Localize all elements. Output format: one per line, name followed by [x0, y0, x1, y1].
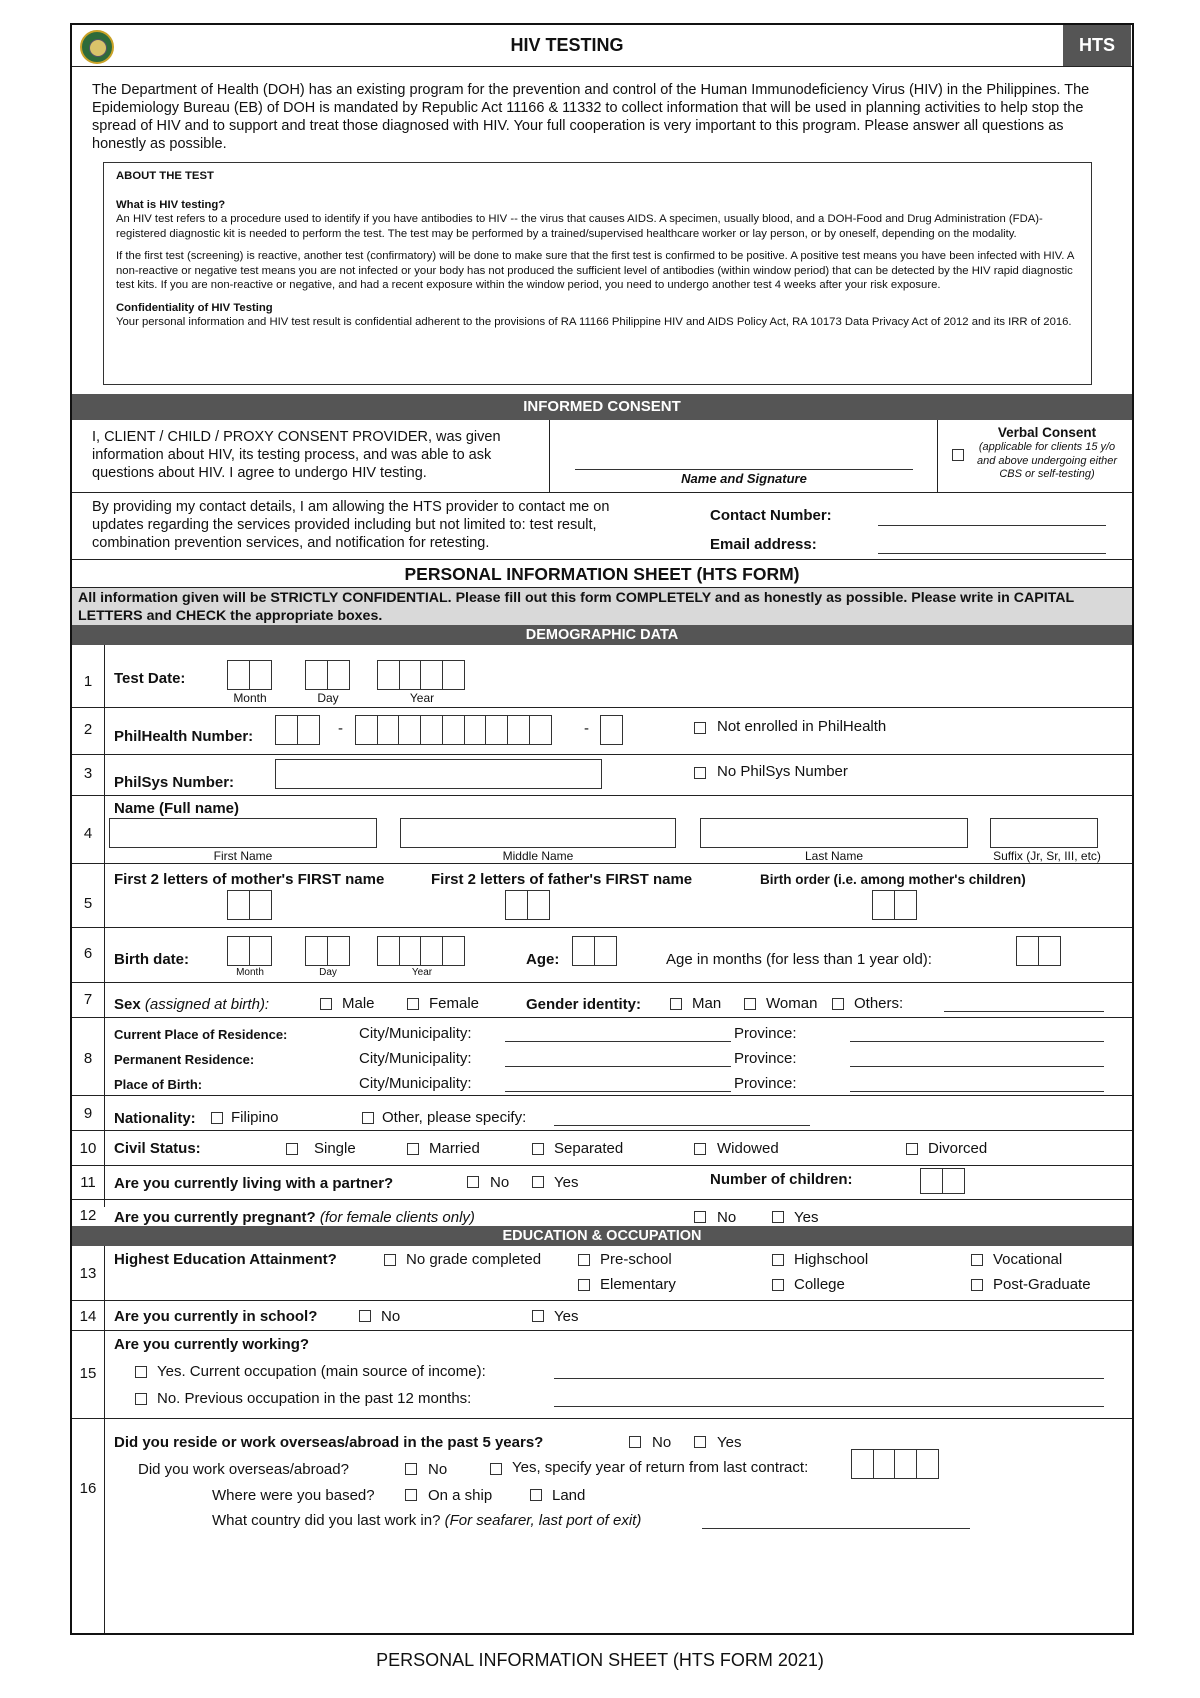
working-no-checkbox[interactable]: [135, 1393, 147, 1405]
preschool-checkbox[interactable]: [578, 1254, 590, 1266]
test-date-month[interactable]: [227, 660, 272, 690]
sex-label: Sex (assigned at birth):: [114, 996, 270, 1013]
signature-line[interactable]: [575, 469, 913, 470]
father-letters-label: First 2 letters of father's FIRST name: [431, 871, 693, 888]
philhealth-part-3[interactable]: [600, 715, 623, 745]
birth-day-input[interactable]: [305, 936, 350, 966]
work-overseas-yes-checkbox[interactable]: [490, 1463, 502, 1475]
divorced-checkbox[interactable]: [906, 1143, 918, 1155]
partner-yes-checkbox[interactable]: [532, 1176, 544, 1188]
last-name-input[interactable]: [700, 818, 968, 848]
based-label: Where were you based?: [212, 1487, 375, 1504]
elementary-checkbox[interactable]: [578, 1279, 590, 1291]
suffix-input[interactable]: [990, 818, 1098, 848]
consent-statement: I, CLIENT / CHILD / PROXY CONSENT PROVIDER, was given information about HIV, its testing process, and was able to ask questions about HIV. I agree to undergo HIV testing.: [92, 429, 501, 481]
page-footer: PERSONAL INFORMATION SHEET (HTS FORM 2021): [376, 1650, 824, 1670]
contact-number-field[interactable]: [878, 525, 1106, 526]
other-nationality-field[interactable]: [554, 1125, 810, 1126]
hts-code-badge: HTS: [1063, 25, 1131, 66]
father-letters-input[interactable]: [505, 890, 550, 920]
work-overseas-no-checkbox[interactable]: [405, 1463, 417, 1475]
highschool-checkbox[interactable]: [772, 1254, 784, 1266]
philhealth-part-2[interactable]: [355, 715, 552, 745]
nationality-label: Nationality:: [114, 1110, 196, 1127]
age-label: Age:: [526, 951, 560, 968]
overseas-no-checkbox[interactable]: [629, 1436, 641, 1448]
demographic-data-bar: DEMOGRAPHIC DATA: [72, 625, 1132, 645]
about-question-2: Confidentiality of HIV Testing: [116, 301, 273, 314]
working-yes-checkbox[interactable]: [135, 1366, 147, 1378]
college-checkbox[interactable]: [772, 1279, 784, 1291]
civil-status-label: Civil Status:: [114, 1140, 201, 1157]
vocational-checkbox[interactable]: [971, 1254, 983, 1266]
work-overseas-label: Did you work overseas/abroad?: [138, 1461, 349, 1478]
birth-month-input[interactable]: [227, 936, 272, 966]
about-paragraph-3: Your personal information and HIV test result is confidential adherent to the provisions of RA 11166 Philippine HIV and AIDS Policy Act, RA 10173 Data Privacy Act of 2012 and its IRR of 2016.: [116, 316, 1072, 328]
permanent-province-field[interactable]: [850, 1066, 1104, 1067]
no-grade-checkbox[interactable]: [384, 1254, 396, 1266]
pregnant-yes-checkbox[interactable]: [772, 1211, 784, 1223]
woman-checkbox[interactable]: [744, 998, 756, 1010]
married-checkbox[interactable]: [407, 1143, 419, 1155]
land-checkbox[interactable]: [530, 1489, 542, 1501]
female-checkbox[interactable]: [407, 998, 419, 1010]
contact-number-label: Contact Number:: [710, 507, 832, 524]
sheet-title: PERSONAL INFORMATION SHEET (HTS FORM): [404, 564, 800, 584]
separated-checkbox[interactable]: [532, 1143, 544, 1155]
verbal-consent-title: Verbal Consent: [997, 425, 1097, 440]
single-checkbox[interactable]: [286, 1143, 298, 1155]
last-country-label: What country did you last work in? (For seafarer, last port of exit): [212, 1512, 642, 1529]
birth-province-field[interactable]: [850, 1091, 1104, 1092]
age-months-input[interactable]: [1016, 936, 1061, 966]
about-the-test-box: [103, 162, 1092, 385]
number-children-input[interactable]: [920, 1168, 965, 1194]
birth-date-label: Birth date:: [114, 951, 189, 968]
in-school-yes-checkbox[interactable]: [532, 1310, 544, 1322]
about-paragraph-2: If the first test (screening) is reactive, another test (confirmatory) will be done to make sure that the first test is confirmed to be positive. A positive test means you have been infected with HIV. A non-reactive or negative test means you are not infected or your body has not produced the sufficient level of antibodies (within window period) that can be detected by the HIV rapid diagnostic test kits. If you are non-reactive or negative, and had a recent exposure within the window period, you need to undergo another test 4 weeks after your risk exposure.: [116, 250, 1074, 291]
male-checkbox[interactable]: [320, 998, 332, 1010]
pregnant-label: Are you currently pregnant? (for female clients only): [114, 1209, 475, 1226]
filipino-checkbox[interactable]: [211, 1112, 223, 1124]
education-occupation-bar: EDUCATION & OCCUPATION: [72, 1226, 1132, 1246]
pregnant-no-checkbox[interactable]: [694, 1211, 706, 1223]
in-school-label: Are you currently in school?: [114, 1308, 318, 1325]
about-paragraph-1: An HIV test refers to a procedure used to identify if you have antibodies to HIV -- the virus that causes AIDS. A specimen, usually blood, and a DOH-Food and Drug Administration (FDA)-registered diagnostic kit is needed to perform the test. The test may be performed by a trained/supervised healthcare worker or lay person, or by oneself, depending on the modality.: [116, 213, 1043, 240]
philhealth-label: PhilHealth Number:: [114, 728, 254, 745]
previous-occupation-field[interactable]: [554, 1406, 1104, 1407]
confidential-notice: All information given will be STRICTLY CONFIDENTIAL. Please fill out this form COMPLETELY and as honestly as possible. Please write in CAPITAL LETTERS and CHECK the appropriate boxes.: [72, 588, 1132, 625]
mother-letters-input[interactable]: [227, 890, 272, 920]
signature-label: Name and Signature: [681, 471, 807, 486]
birth-order-input[interactable]: [872, 890, 917, 920]
last-country-field[interactable]: [702, 1528, 970, 1529]
birth-city-field[interactable]: [505, 1091, 731, 1092]
education-label: Highest Education Attainment?: [114, 1251, 337, 1268]
age-months-label: Age in months (for less than 1 year old):: [666, 951, 932, 968]
man-checkbox[interactable]: [670, 998, 682, 1010]
about-title: ABOUT THE TEST: [116, 170, 214, 182]
working-label: Are you currently working?: [114, 1336, 310, 1353]
verbal-consent-note: (applicable for clients 15 y/o and above undergoing either CBS or self-testing): [976, 441, 1118, 480]
intro-paragraph: The Department of Health (DOH) has an existing program for the prevention and control of the Human Immunodeficiency Virus (HIV) in the Philippines. The Epidemiology Bureau (EB) of DOH is mandated by Republic Act 11166 & 11332 to collect information that will be used in planning activities to help stop the spread of HIV and to support and treat those diagnosed with HIV. Your full cooperation is very important to this program. Please answer all questions as honestly as possible.: [92, 82, 1090, 152]
hts-form: HIV TESTING HTS The Department of Health (DOH) has an existing program for the prevention and control of the Human Immunodeficiency Virus (HIV) in the Philippines. The Epidemiology Bureau (EB) of DOH is mandated by Republic Act 11166 & 11332 to collect information that will be used in planning activities to help stop the spread of HIV and to support and treat those diagnosed with HIV. Your full cooperation is very important to this program. Please answer all questions as honestly as possible. ABOUT THE TEST What is HIV testing? An HIV test refers to a procedure used to identify if you have antibodies to HIV -- the virus that causes AIDS. A specimen, usually blood, and a DOH-Food and Drug Administration (FDA)-registered diagnostic kit is needed to perform the test. The test may be performed by a trained/supervised healthcare worker or lay person, or by oneself, depending on the modality. If the first test (screening) is reactive, another test (confirmatory) will be done to make sure that the first test is confirmed to be positive. A positive test means you have been infected with HIV. A non-reactive or negative test means you are not infected or your body has not produced the sufficient level of antibodies (within window period) that can be detected by the HIV rapid diagnostic test kits. If you are non-reactive or negative, and had a recent exposure within the window period, you need to undergo another test 4 weeks after your risk exposure. Confidentiality of HIV Testing Your personal information and HIV test result is confidential adherent to the provisions of RA 11166 Philippine HIV and AIDS Policy Act, RA 10173 Data Privacy Act of 2012 and its IRR of 2016. INFORMED CONSENT I, CLIENT / CHILD / PROXY CONSENT PROVIDER, was given information about HIV, its testing process, and was able to ask questions about HIV. I agree to undergo HIV testing. Name and Signature Verbal Consent (applicable for clients 15 y/o and above undergoing either CBS or self-testing) By providing my contact details, I am allowing the HTS provider to contact me on updates regarding the services provided including but not limited to: test result, combination prevention services, and notification for retesting. Contact Number: Email address: PERSONAL INFORMATION SHEET (HTS FORM) All information given will be STRICTLY CONFIDENTIAL. Please fill out this form COMPLETELY and as honestly as possible. Please write in CAPITAL LETTERS and CHECK the appropriate boxes. DEMOGRAPHIC DATA 1 Test Date: Month Day Year 2 PhilHealth Number: - - Not enrolled in PhilHealth 3 PhilSys Number: No PhilSys Number 4 Name (Full name) First Name Middle Name Last Name Suffix (Jr, Sr, III, etc) 5 First 2 letters of mother's FIRST name First 2 letters of father's FIRST name Birth order (i.e. among mother's children) 6 Birth date: Month Day Year Age: Age in months (for less than 1 year old): 7 Sex (assigned at birth): Male Female Gender identity: Man Woman Others: 8 Current Place of Residence: Permanent Residence: Place of Birth: City/Municipality: City/Municipality: City/Municipality: Province: Province: Province: 9 Nationality: Filipino Other, please specify: 10 Civil Status: Single Married Separated Widowed Divorced 11 Are you currently living with a partner? No Yes Number of children: 12 Are you currently pregnant? (for female clients only) No Yes EDUCATION & OCCUPATION 13 Highest Education Attainment? No grade completed Pre-school Elementary Highschool College Vocational Post-Graduate 14 Are you currently in school? No Yes 15 Are you currently working? Yes. Current occupation (main source of income): No. Previous occupation in the past 12 months: 16 Did you reside or work overseas/abroad in the past 5 years? No Yes Did you work overseas/abroad? No Yes, specify year of return from last contract: Where were you based? On a ship Land What country did you last work in? (For seafarer, last port of exit): [70, 23, 1134, 1635]
current-occupation-field[interactable]: [554, 1378, 1104, 1379]
email-label: Email address:: [710, 536, 817, 553]
in-school-no-checkbox[interactable]: [359, 1310, 371, 1322]
contact-statement: By providing my contact details, I am allowing the HTS provider to contact me on updates regarding the services provided including but not limited to: test result, combination prevention services, and notification for retesting.: [92, 499, 610, 551]
permanent-city-field[interactable]: [505, 1066, 731, 1067]
form-title: HIV TESTING: [510, 35, 624, 55]
overseas-label: Did you reside or work overseas/abroad in the past 5 years?: [114, 1434, 544, 1451]
philsys-input[interactable]: [275, 759, 602, 789]
current-city-field[interactable]: [505, 1041, 731, 1042]
email-field[interactable]: [878, 553, 1106, 554]
about-question-1: What is HIV testing?: [116, 198, 226, 211]
philhealth-part-1[interactable]: [275, 715, 320, 745]
test-date-year[interactable]: [377, 660, 465, 690]
living-partner-label: Are you currently living with a partner?: [114, 1175, 394, 1192]
post-graduate-checkbox[interactable]: [971, 1279, 983, 1291]
gender-others-field[interactable]: [944, 1011, 1104, 1012]
test-date-day[interactable]: [305, 660, 350, 690]
widowed-checkbox[interactable]: [694, 1143, 706, 1155]
philsys-label: PhilSys Number:: [114, 774, 235, 791]
test-date-label: Test Date:: [114, 670, 186, 687]
first-name-input[interactable]: [109, 818, 377, 848]
birth-year-input[interactable]: [377, 936, 465, 966]
middle-name-input[interactable]: [400, 818, 676, 848]
mother-letters-label: First 2 letters of mother's FIRST name: [114, 871, 385, 888]
others-checkbox[interactable]: [832, 998, 844, 1010]
not-enrolled-philhealth-checkbox[interactable]: [694, 722, 706, 734]
no-philsys-checkbox[interactable]: [694, 767, 706, 779]
number-children-label: Number of children:: [710, 1171, 853, 1188]
age-input[interactable]: [572, 936, 617, 966]
return-year-input[interactable]: [851, 1449, 939, 1479]
gender-identity-label: Gender identity:: [526, 996, 642, 1013]
verbal-consent-checkbox[interactable]: [952, 449, 964, 461]
partner-no-checkbox[interactable]: [467, 1176, 479, 1188]
birth-order-label: Birth order (i.e. among mother's children): [760, 872, 1026, 887]
informed-consent-bar: INFORMED CONSENT: [72, 394, 1132, 420]
current-province-field[interactable]: [850, 1041, 1104, 1042]
overseas-yes-checkbox[interactable]: [694, 1436, 706, 1448]
other-nationality-checkbox[interactable]: [362, 1112, 374, 1124]
full-name-label: Name (Full name): [114, 800, 240, 817]
on-ship-checkbox[interactable]: [405, 1489, 417, 1501]
